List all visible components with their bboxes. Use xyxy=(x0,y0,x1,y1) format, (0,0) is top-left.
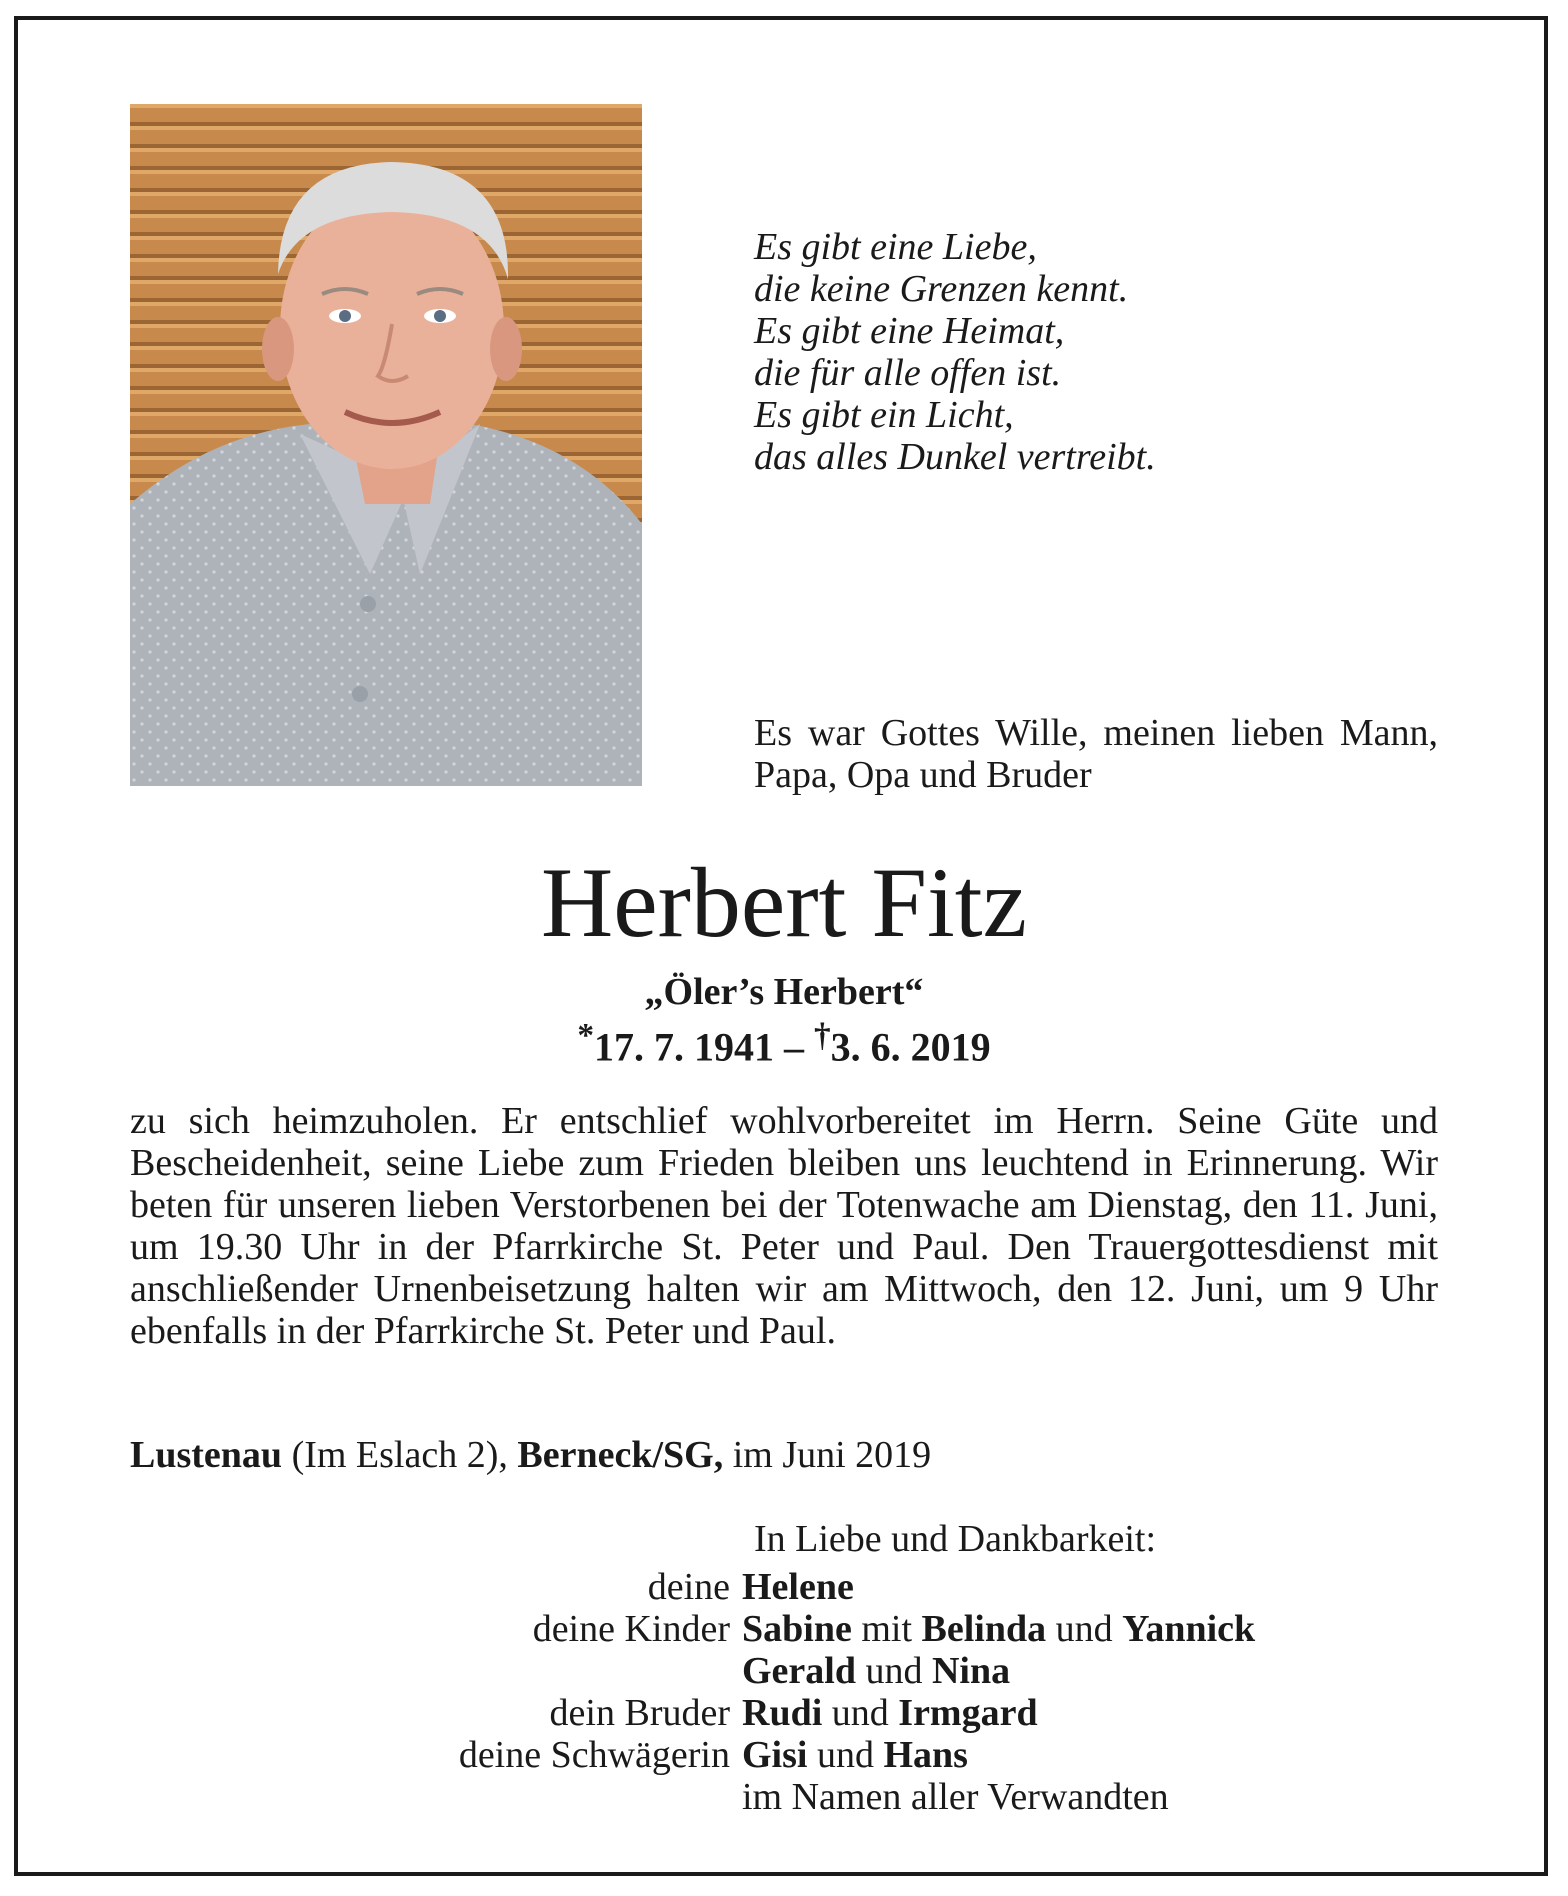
address: (Im Eslach 2), xyxy=(282,1434,518,1476)
announcement-body: zu sich heimzuholen. Er entschlief wohlvorbereitet im Herrn. Seine Güte und Bescheidenheit, seine Liebe zum Frieden bleiben uns leuchtend in Erinnerung. Wir beten für unseren lieben Verstorbenen bei der Totenwache am Dienstag, den 11. Juni, um 19.30 Uhr in der Pfarrkirche St. Peter und Paul. Den Trauergottesdienst mit anschließender Urnenbeisetzung halten wir am Mittwoch, den 12. Juni, um 9 Uhr ebenfalls in der Pfarrkirche St. Peter und Paul. xyxy=(130,1100,1438,1352)
family-member-name: Gerald xyxy=(742,1650,856,1692)
family-member-name: Rudi xyxy=(742,1692,823,1734)
portrait-photo xyxy=(130,104,642,786)
family-row xyxy=(300,1776,1450,1818)
family-connector: und xyxy=(807,1734,884,1776)
family-member-name: Sabine xyxy=(742,1608,852,1650)
family-row xyxy=(300,1650,1450,1692)
family-names xyxy=(742,1734,1450,1776)
birth-date: 17. 7. 1941 xyxy=(594,1024,774,1070)
family-role: dein Bruder xyxy=(549,1692,730,1734)
family-connector: und xyxy=(822,1692,899,1734)
thanks-line: In Liebe und Dankbarkeit: xyxy=(754,1518,1157,1560)
poem-line: die keine Grenzen kennt. xyxy=(754,268,1129,310)
family-connector: mit xyxy=(851,1608,922,1650)
town-lustenau: Lustenau xyxy=(130,1434,283,1476)
family-role: deine xyxy=(647,1566,730,1608)
family-member-name: Irmgard xyxy=(898,1692,1038,1734)
poem-line: Es gibt eine Liebe, xyxy=(754,226,1037,268)
family-row xyxy=(300,1734,1450,1776)
family-member-name: Gisi xyxy=(742,1734,808,1776)
family-member-name: Belinda xyxy=(921,1608,1047,1650)
poem xyxy=(754,226,1454,478)
family-row xyxy=(300,1566,1450,1608)
portrait-illustration xyxy=(130,104,642,786)
family-row xyxy=(300,1608,1450,1650)
birth-symbol: * xyxy=(577,1017,594,1054)
family-connector: im Namen aller Verwandten xyxy=(742,1776,1169,1818)
family-names xyxy=(742,1608,1450,1650)
date-line: im Juni 2019 xyxy=(723,1434,932,1476)
death-symbol: † xyxy=(814,1017,831,1054)
family-member-name: Helene xyxy=(742,1566,854,1608)
poem-line: das alles Dunkel vertreibt. xyxy=(754,436,1156,478)
family-names xyxy=(742,1650,1450,1692)
family-connector: und xyxy=(855,1650,932,1692)
poem-line: Es gibt ein Licht, xyxy=(754,394,1014,436)
deceased-name: Herbert Fitz xyxy=(541,847,1027,958)
family-role xyxy=(300,1650,742,1692)
family-names xyxy=(742,1692,1450,1734)
family-role: deine Kinder xyxy=(532,1608,730,1650)
poem-line: Es gibt eine Heimat, xyxy=(754,310,1065,352)
family-member-name: Yannick xyxy=(1122,1608,1256,1650)
family-row xyxy=(300,1692,1450,1734)
poem-line: die für alle offen ist. xyxy=(754,352,1062,394)
family-role xyxy=(300,1776,742,1818)
family-names xyxy=(742,1566,1450,1608)
intro-text: Es war Gottes Wille, meinen lieben Mann, Papa, Opa und Bruder xyxy=(754,712,1438,796)
family-member-name: Nina xyxy=(931,1650,1011,1692)
town-berneck: Berneck/SG, xyxy=(517,1434,724,1476)
life-dates xyxy=(0,1012,1568,1071)
family-member-name: Hans xyxy=(883,1734,968,1776)
nickname: „Öler’s Herbert“ xyxy=(644,971,924,1013)
family-list xyxy=(300,1566,1450,1818)
death-date: 3. 6. 2019 xyxy=(830,1024,991,1070)
family-role: deine Schwägerin xyxy=(458,1734,730,1776)
family-names xyxy=(742,1776,1450,1818)
date-separator: – xyxy=(774,1024,814,1070)
family-connector: und xyxy=(1046,1608,1123,1650)
place-date-line xyxy=(130,1434,1438,1476)
